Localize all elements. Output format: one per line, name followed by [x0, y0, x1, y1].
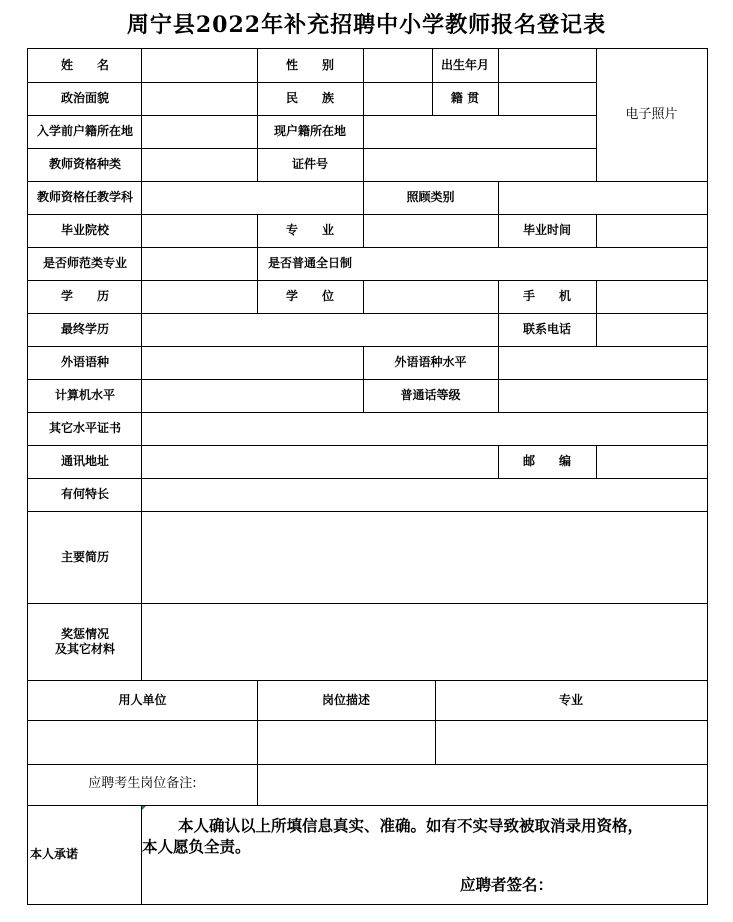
- label-normal-major: 是否师范类专业: [42, 256, 127, 270]
- politics-field[interactable]: [142, 82, 257, 115]
- label-address: 通讯地址: [60, 454, 109, 468]
- household-now-field[interactable]: [363, 115, 596, 148]
- label-gender: 性 别: [285, 58, 334, 72]
- employer-field[interactable]: [28, 720, 257, 764]
- birth-field[interactable]: [498, 49, 596, 82]
- label-awards: [28, 603, 142, 680]
- label-grad-time: 毕业时间: [522, 223, 571, 237]
- id-no-field[interactable]: [363, 148, 596, 181]
- label-language: 外语语种: [60, 355, 109, 369]
- care-category-field[interactable]: [498, 181, 707, 214]
- label-native-place: 籍 贯: [450, 91, 480, 105]
- contact-phone-field[interactable]: [596, 313, 707, 346]
- pledge-text: [142, 815, 707, 857]
- awards-field[interactable]: [142, 603, 707, 680]
- phone-field[interactable]: [596, 280, 707, 313]
- label-id-no: 证件号: [291, 157, 328, 171]
- cert-subject-field[interactable]: [142, 181, 363, 214]
- label-pledge: 本人承诺: [30, 847, 79, 861]
- education-field[interactable]: [142, 280, 257, 313]
- other-cert-field[interactable]: [142, 412, 707, 445]
- label-education: 学 历: [60, 289, 109, 303]
- label-final-education: 最终学历: [60, 322, 109, 336]
- photo-box[interactable]: 电子照片: [625, 106, 678, 122]
- grad-time-field[interactable]: [596, 214, 707, 247]
- pledge-text-line1: 本人确认以上所填信息真实、准确。如有不实导致被取消录用资格，: [178, 816, 644, 835]
- label-employer: 用人单位: [118, 692, 167, 707]
- label-degree: 学 位: [285, 289, 334, 303]
- label-language-level: 外语语种水平: [394, 355, 467, 369]
- label-computer: 计算机水平: [54, 388, 115, 402]
- language-field[interactable]: [142, 346, 363, 379]
- signature-label: 应聘者签名：: [460, 875, 554, 894]
- name-field[interactable]: [142, 49, 257, 82]
- comment-marker-icon: [142, 805, 147, 810]
- pledge-text-line2: 本人愿负全责。: [142, 837, 251, 856]
- label-school: 毕业院校: [60, 223, 109, 237]
- computer-field[interactable]: [142, 379, 363, 412]
- major-field[interactable]: [363, 214, 498, 247]
- label-resume: 主要简历: [60, 549, 109, 564]
- label-awards-line2: 及其它材料: [54, 641, 115, 656]
- label-birth: 出生年月: [440, 58, 489, 72]
- form-title: 周宁县2022年补充招聘中小学教师报名登记表: [126, 12, 607, 38]
- label-household-before: 入学前户籍所在地: [36, 124, 133, 138]
- label-cert-type: 教师资格种类: [48, 157, 121, 171]
- address-field[interactable]: [142, 445, 498, 478]
- label-household-now: 现户籍所在地: [273, 124, 346, 138]
- fulltime-field[interactable]: [363, 247, 707, 280]
- native-place-field[interactable]: [498, 82, 596, 115]
- label-post-note: 应聘考生岗位备注:: [88, 776, 197, 792]
- resume-field[interactable]: [142, 511, 707, 603]
- degree-field[interactable]: [363, 280, 498, 313]
- label-ethnicity: 民 族: [285, 91, 334, 105]
- label-contact-phone: 联系电话: [522, 322, 571, 336]
- label-awards-line1: 奖惩情况: [60, 626, 109, 641]
- household-before-field[interactable]: [142, 115, 257, 148]
- label-post-desc: 岗位描述: [321, 692, 370, 707]
- label-other-cert: 其它水平证书: [48, 421, 121, 435]
- school-field[interactable]: [142, 214, 257, 247]
- post-desc-field[interactable]: [257, 720, 435, 764]
- label-cert-subject: 教师资格任教学科: [36, 190, 133, 204]
- label-politics: 政治面貌: [60, 91, 109, 105]
- language-level-field[interactable]: [498, 346, 707, 379]
- label-postcode: 邮 编: [522, 454, 571, 468]
- label-post-major: 专业: [558, 692, 583, 707]
- cert-type-field[interactable]: [142, 148, 257, 181]
- normal-major-field[interactable]: [142, 247, 257, 280]
- postcode-field[interactable]: [596, 445, 707, 478]
- gender-field[interactable]: [363, 49, 432, 82]
- label-specialty: 有何特长: [60, 487, 109, 501]
- label-fulltime: 是否普通全日制: [267, 256, 352, 270]
- post-note-field[interactable]: [257, 764, 707, 805]
- label-phone: 手 机: [522, 289, 571, 303]
- final-education-field[interactable]: [142, 313, 498, 346]
- mandarin-field[interactable]: [498, 379, 707, 412]
- ethnicity-field[interactable]: [363, 82, 432, 115]
- label-major: 专 业: [285, 223, 334, 237]
- specialty-field[interactable]: [142, 478, 707, 511]
- label-mandarin: 普通话等级: [400, 388, 461, 402]
- label-care-category: 照顾类别: [406, 190, 455, 204]
- post-major-field[interactable]: [435, 720, 707, 764]
- label-name: 姓 名: [60, 58, 109, 72]
